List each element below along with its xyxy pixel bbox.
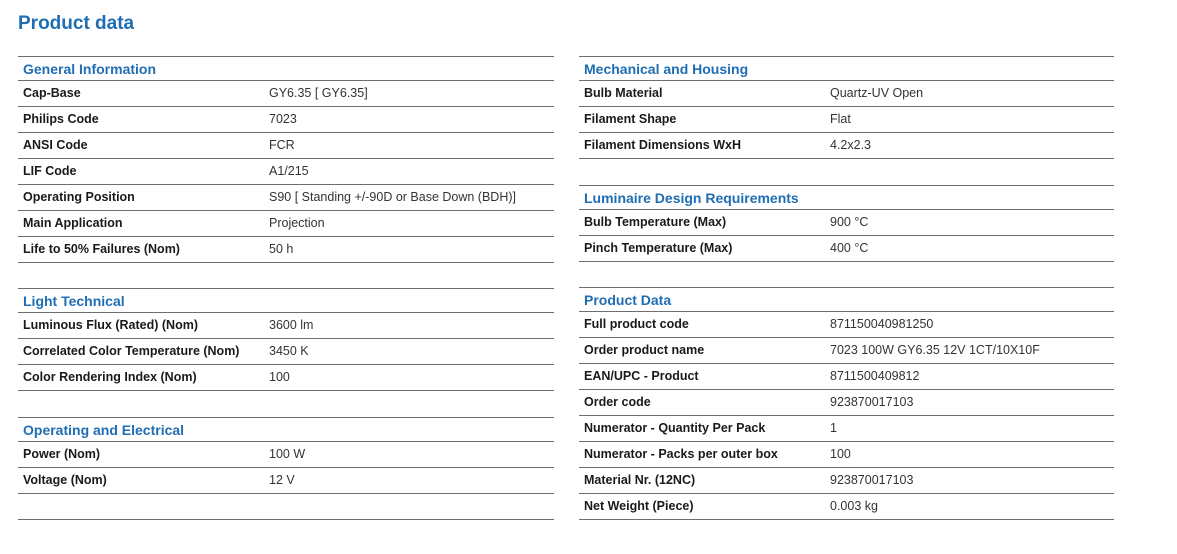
row-value: 0.003 kg: [830, 499, 878, 513]
table-row: [18, 107, 554, 133]
row-label: Operating Position: [23, 190, 135, 204]
row-label: Voltage (Nom): [23, 473, 107, 487]
table-row: [18, 133, 554, 159]
row-label: Bulb Temperature (Max): [584, 215, 727, 229]
row-label: Numerator - Packs per outer box: [584, 447, 778, 461]
table-row: [18, 339, 554, 365]
empty-row: [579, 159, 1114, 185]
table-row: [579, 81, 1114, 107]
row-label: Main Application: [23, 216, 123, 230]
row-label: Filament Shape: [584, 112, 677, 126]
table-row: [579, 390, 1114, 416]
table-row: [18, 468, 554, 494]
row-label: Numerator - Quantity Per Pack: [584, 421, 766, 435]
section-title-product-data: Product Data: [579, 287, 1114, 312]
row-value: 3450 K: [269, 344, 309, 358]
table-row: [18, 313, 554, 339]
row-value: 7023: [269, 112, 297, 126]
table-row: [18, 81, 554, 107]
table-row: [579, 468, 1114, 494]
product-data-table: [579, 312, 1114, 520]
row-value: GY6.35 [ GY6.35]: [269, 86, 368, 100]
row-label: Correlated Color Temperature (Nom): [23, 344, 240, 358]
row-label: Net Weight (Piece): [584, 499, 694, 513]
table-row: [579, 494, 1114, 520]
row-value: Flat: [830, 112, 851, 126]
row-value: 3600 lm: [269, 318, 314, 332]
section-title-general-information: General Information: [18, 56, 554, 81]
table-row: [579, 312, 1114, 338]
section-title-operating-and-electrical: Operating and Electrical: [18, 417, 554, 442]
row-value: A1/215: [269, 164, 309, 178]
left-column: [18, 56, 554, 520]
section-spacer: [579, 262, 1114, 287]
table-row: [579, 364, 1114, 390]
table-row: [18, 159, 554, 185]
row-value: 8711500409812: [830, 369, 920, 383]
table-row: [579, 338, 1114, 364]
table-row: [579, 210, 1114, 236]
row-value: Projection: [269, 216, 325, 230]
table-row: [18, 365, 554, 391]
row-value: 871150040981250: [830, 317, 934, 331]
row-value: 400 °C: [830, 241, 869, 255]
section-title-mechanical-and-housing: Mechanical and Housing: [579, 56, 1114, 81]
table-row: [579, 442, 1114, 468]
row-label: Material Nr. (12NC): [584, 473, 696, 487]
row-value: 12 V: [269, 473, 295, 487]
row-label: Life to 50% Failures (Nom): [23, 242, 180, 256]
luminaire-design-table: [579, 210, 1114, 262]
row-label: Color Rendering Index (Nom): [23, 370, 197, 384]
row-value: 100: [269, 370, 290, 384]
row-label: Philips Code: [23, 112, 99, 126]
light-technical-table: [18, 313, 554, 417]
row-value: Quartz-UV Open: [830, 86, 924, 100]
row-value: 100 W: [269, 447, 306, 461]
row-label: EAN/UPC - Product: [584, 369, 699, 383]
table-row: [579, 416, 1114, 442]
general-information-table: [18, 81, 554, 263]
row-value: 7023 100W GY6.35 12V 1CT/10X10F: [830, 343, 1040, 357]
table-row: [579, 107, 1114, 133]
table-row: [18, 211, 554, 237]
row-label: ANSI Code: [23, 138, 88, 152]
row-label: Pinch Temperature (Max): [584, 241, 733, 255]
operating-electrical-table: [18, 442, 554, 520]
right-column: [579, 56, 1114, 520]
row-value: 923870017103: [830, 395, 914, 409]
row-value: 100: [830, 447, 851, 461]
row-value: 923870017103: [830, 473, 914, 487]
row-value: 50 h: [269, 242, 294, 256]
mechanical-housing-table: [579, 81, 1114, 185]
row-label: Full product code: [584, 317, 689, 331]
empty-row: [18, 391, 554, 417]
empty-row: [18, 494, 554, 520]
section-title-luminaire-design-requirements: Luminaire Design Requirements: [579, 185, 1114, 210]
row-label: Filament Dimensions WxH: [584, 138, 741, 152]
page-title: Product data: [18, 13, 135, 34]
table-row: [18, 237, 554, 263]
table-row: [579, 236, 1114, 262]
row-value: 1: [830, 421, 837, 435]
row-label: Order code: [584, 395, 651, 409]
row-label: Power (Nom): [23, 447, 101, 461]
table-row: [18, 442, 554, 468]
row-value: FCR: [269, 138, 295, 152]
row-value: S90 [ Standing +/-90D or Base Down (BDH)]: [269, 190, 516, 204]
row-value: 900 °C: [830, 215, 869, 229]
section-spacer: [18, 263, 554, 288]
row-label: LIF Code: [23, 164, 77, 178]
row-value: 4.2x2.3: [830, 138, 872, 152]
table-row: [18, 185, 554, 211]
section-title-light-technical: Light Technical: [18, 288, 554, 313]
row-label: Bulb Material: [584, 86, 663, 100]
row-label: Order product name: [584, 343, 705, 357]
table-row: [579, 133, 1114, 159]
row-label: Luminous Flux (Rated) (Nom): [23, 318, 198, 332]
row-label: Cap-Base: [23, 86, 81, 100]
